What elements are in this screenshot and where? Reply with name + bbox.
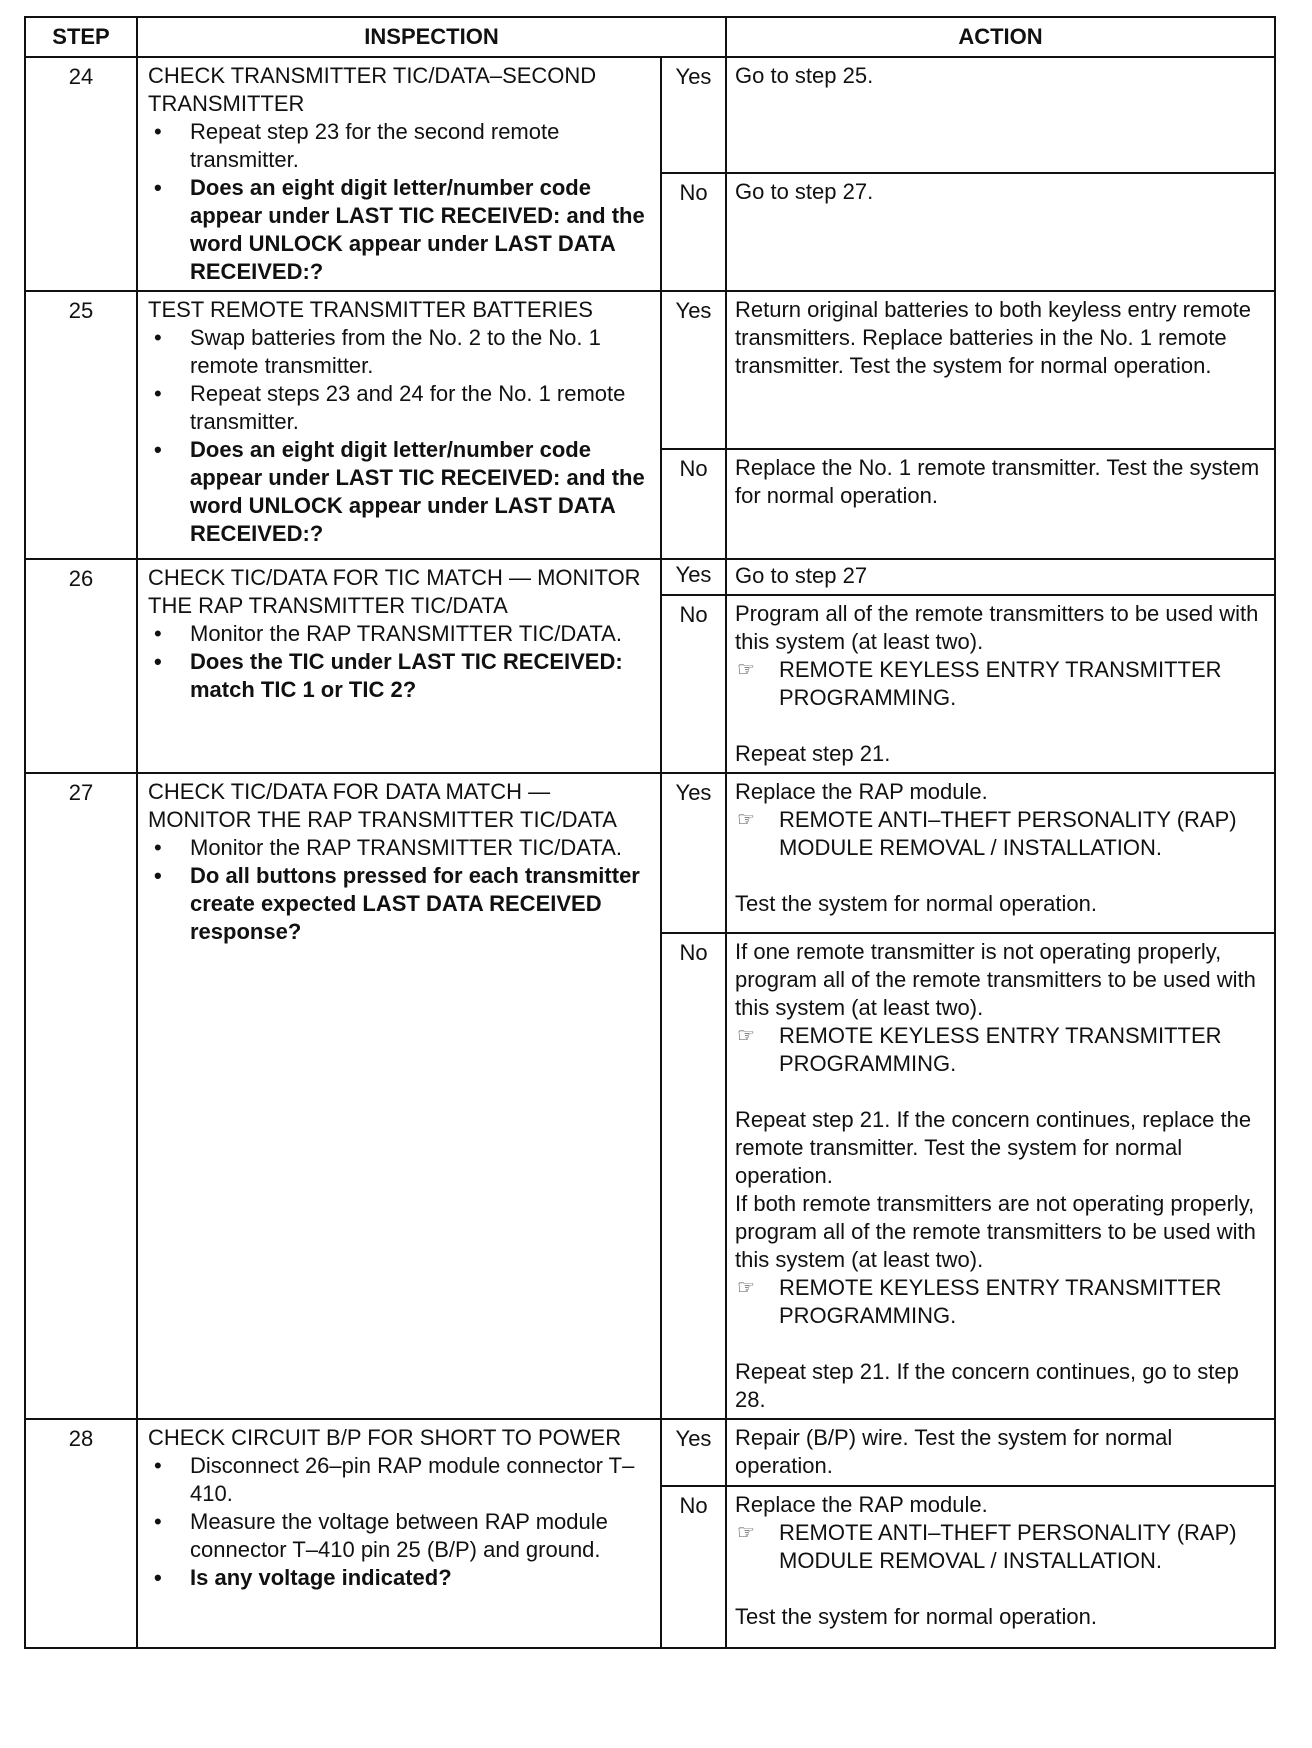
step-25-inspection [137,291,661,559]
question-item: • Does the TIC under LAST TIC RECEIVED: match TIC 1 or TIC 2? [148,648,650,704]
bullet-item: • Monitor the RAP TRANSMITTER TIC/DATA. [148,620,650,648]
no-label: No [661,933,726,1419]
diagnostic-table-page [24,16,1274,1730]
action-text: Test the system for normal operation. [735,1604,1097,1629]
yes-label: Yes [661,773,726,933]
step-24-inspection [137,57,661,291]
no-label: No [661,449,726,559]
reference [735,656,1266,712]
bullet-item: • Monitor the RAP TRANSMITTER TIC/DATA. [148,834,650,862]
bullet-item: • Swap batteries from the No. 2 to the No. 1 remote transmitter. [148,324,650,380]
action-text: If one remote transmitter is not operating properly, program all of the remote transmitters to be used with this system (at least two). [735,939,1256,1020]
no-action [726,595,1275,773]
yes-label: Yes [661,57,726,173]
action-text: Replace the RAP module. [735,1492,988,1517]
no-action [726,933,1275,1419]
no-label: No [661,595,726,773]
yes-action: Return original batteries to both keyless entry remote transmitters. Replace batteries in the No. 1 remote transmitter. Test the system for normal operation. [726,291,1275,449]
reference [735,1022,1266,1078]
reference-text: REMOTE KEYLESS ENTRY TRANSMITTER PROGRAMMING. [779,657,1222,710]
yes-label: Yes [661,1419,726,1486]
step-28-inspection [137,1419,661,1648]
step-26-inspection [137,559,661,773]
yes-action: Go to step 25. [726,57,1275,173]
step-25-yes-row [25,291,1275,449]
header-action: ACTION [726,17,1275,57]
action-text: If both remote transmitters are not operating properly, program all of the remote transmitters to be used with this system (at least two). [735,1191,1256,1272]
action-text: Repeat step 21. If the concern continues, replace the remote transmitter. Test the system for normal operation. [735,1107,1252,1188]
step-27-inspection [137,773,661,1419]
reference [735,1519,1266,1575]
action-text: Repeat step 21. If the concern continues, go to step 28. [735,1359,1239,1412]
reference-text: REMOTE ANTI–THEFT PERSONALITY (RAP) MODULE REMOVAL / INSTALLATION. [779,1520,1237,1573]
question-item: • Does an eight digit letter/number code appear under LAST TIC RECEIVED: and the word UNLOCK appear under LAST DATA RECEIVED:? [148,436,650,548]
action-text: Repeat step 21. [735,741,891,766]
no-label: No [661,173,726,291]
action-text: Program all of the remote transmitters to be used with this system (at least two). [735,601,1259,654]
step-number: 24 [25,57,137,291]
no-action [726,1486,1275,1648]
header-inspection: INSPECTION [137,17,726,57]
bullet-item: • Measure the voltage between RAP module connector T–410 pin 25 (B/P) and ground. [148,1508,650,1564]
reference-text: REMOTE ANTI–THEFT PERSONALITY (RAP) MODULE REMOVAL / INSTALLATION. [779,807,1237,860]
reference-text: REMOTE KEYLESS ENTRY TRANSMITTER PROGRAMMING. [779,1275,1222,1328]
step-title: CHECK TIC/DATA FOR DATA MATCH — MONITOR THE RAP TRANSMITTER TIC/DATA [148,779,617,832]
no-action: Go to step 27. [726,173,1275,291]
step-number: 25 [25,291,137,559]
header-row [25,17,1275,57]
yes-action [726,773,1275,933]
yes-action: Go to step 27 [726,559,1275,595]
step-26-yes-row [25,559,1275,595]
bullet-item: • Repeat steps 23 and 24 for the No. 1 remote transmitter. [148,380,650,436]
step-24-yes-row [25,57,1275,173]
step-number: 26 [25,559,137,773]
step-title: CHECK TRANSMITTER TIC/DATA–SECOND TRANSMITTER [148,63,597,116]
step-27-yes-row [25,773,1275,933]
step-number: 28 [25,1419,137,1648]
step-title: CHECK CIRCUIT B/P FOR SHORT TO POWER [148,1425,622,1450]
yes-label: Yes [661,291,726,449]
pointing-hand-icon: ☞ [737,1522,755,1544]
step-title: CHECK TIC/DATA FOR TIC MATCH — MONITOR THE RAP TRANSMITTER TIC/DATA [148,565,641,618]
reference [735,1274,1266,1330]
action-text: Test the system for normal operation. [735,891,1097,916]
yes-label: Yes [661,559,726,595]
bullet-item: • Disconnect 26–pin RAP module connector T–410. [148,1452,650,1508]
question-item: • Do all buttons pressed for each transmitter create expected LAST DATA RECEIVED response? [148,862,650,946]
step-title: TEST REMOTE TRANSMITTER BATTERIES [148,297,593,322]
action-text: Replace the RAP module. [735,779,988,804]
diagnostic-table [24,16,1276,1649]
pointing-hand-icon: ☞ [737,1025,755,1047]
reference-text: REMOTE KEYLESS ENTRY TRANSMITTER PROGRAMMING. [779,1023,1222,1076]
no-label: No [661,1486,726,1648]
question-item: • Is any voltage indicated? [148,1564,650,1592]
question-item: • Does an eight digit letter/number code appear under LAST TIC RECEIVED: and the word UNLOCK appear under LAST DATA RECEIVED:? [148,174,650,286]
pointing-hand-icon: ☞ [737,1277,755,1299]
bullet-item: • Repeat step 23 for the second remote transmitter. [148,118,650,174]
pointing-hand-icon: ☞ [737,659,755,681]
step-number: 27 [25,773,137,1419]
yes-action: Repair (B/P) wire. Test the system for normal operation. [726,1419,1275,1486]
reference [735,806,1266,862]
header-step: STEP [25,17,137,57]
step-28-yes-row [25,1419,1275,1486]
pointing-hand-icon: ☞ [737,809,755,831]
no-action: Replace the No. 1 remote transmitter. Test the system for normal operation. [726,449,1275,559]
